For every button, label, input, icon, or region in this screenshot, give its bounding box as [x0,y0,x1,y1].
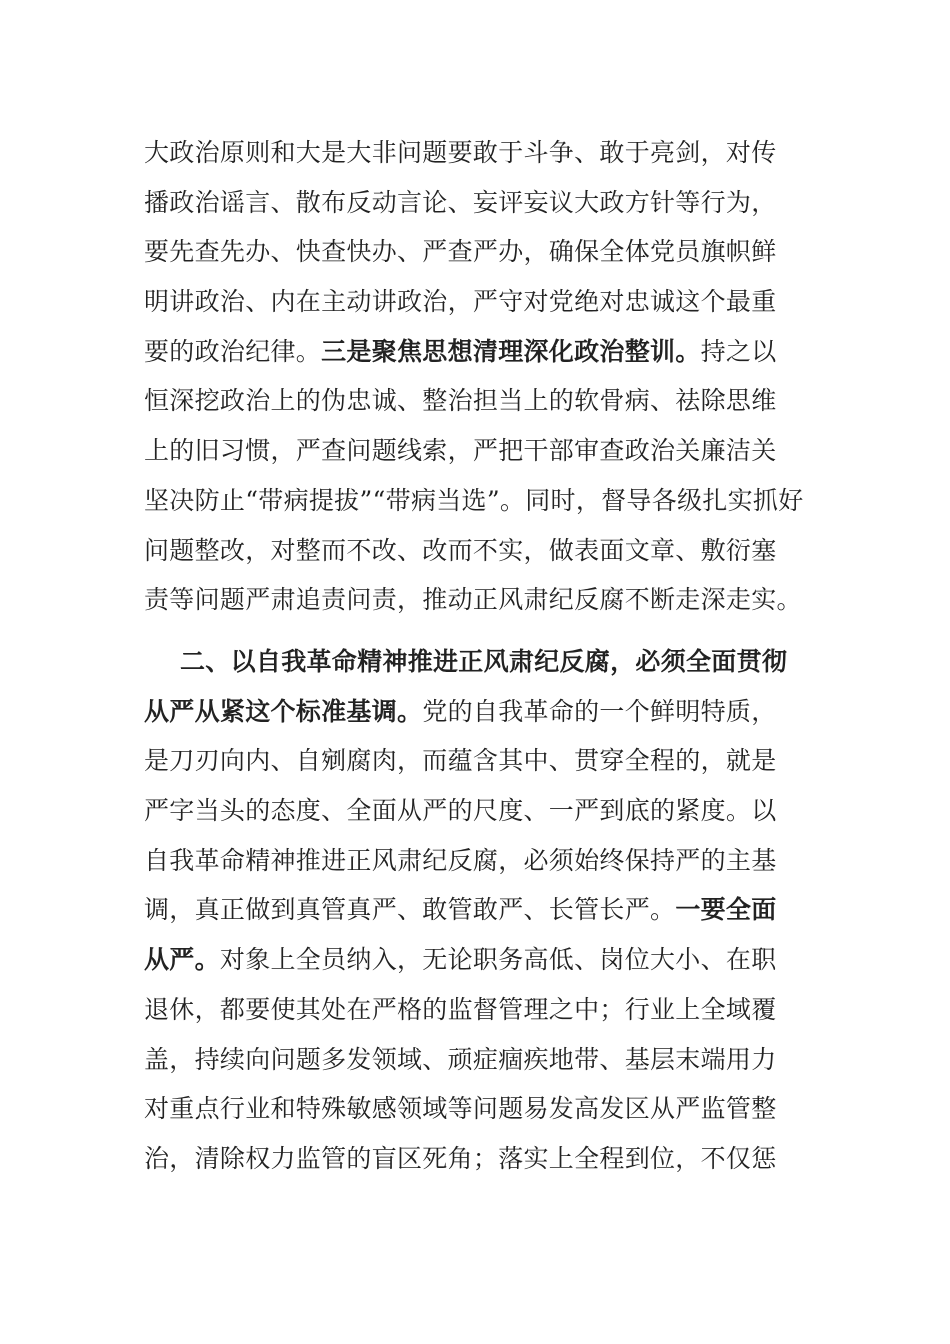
text-run: 问题整改，对整而不改、改而不实，做表面文章、敷衍塞 [144,535,777,565]
text-run: 调，真正做到真管真严、敢管敢严、长管长严。 [144,895,676,925]
text-line [144,885,809,935]
text-run: 要的政治纪律。 [144,336,322,366]
text-line [144,277,809,327]
paragraph-1 [144,128,809,625]
text-run: 对象上全员纳入，无论职务高低、岗位大小、在职 [219,945,777,975]
text-run: 盖，持续向问题多发领域、顽症痼疾地带、基层末端用力 [144,1044,777,1074]
text-line [144,1035,809,1085]
text-run: 退休，都要使其处在严格的监督管理之中；行业上全域覆 [144,994,777,1024]
text-line [144,128,809,178]
text-run: 是刀刃向内、自剜腐肉，而蕴含其中、贯穿全程的，就是 [144,746,777,776]
text-run: 对重点行业和特殊敏感领域等问题易发高发区从严监管整 [144,1094,777,1124]
bold-heading-run: 从严。 [144,945,220,975]
bold-heading-run: 一要全面 [675,895,777,925]
text-line [144,1134,809,1184]
bold-heading-run: 三是聚焦思想清理深化政治整训。 [321,336,701,366]
text-line [144,1084,809,1134]
text-run: 严字当头的态度、全面从严的尺度、一严到底的紧度。以 [144,796,777,826]
text-line [144,736,809,786]
text-line [144,178,809,228]
text-run: 要先查先办、快查快办、严查严办，确保全体党员旗帜鲜 [144,237,777,267]
paragraph-2 [144,637,809,1184]
text-line [144,687,809,737]
text-line [144,227,809,277]
text-line [144,786,809,836]
text-run: 播政治谣言、散布反动言论、妄评妄议大政方针等行为， [144,187,777,217]
text-line [144,526,809,576]
section-heading-run: 从严从紧这个标准基调。 [144,696,423,726]
text-run: 上的旧习惯，严查问题线索，严把干部审查政治关廉洁关 [144,436,777,466]
text-run: 坚决防止“带病提拔”“带病当选”。同时，督导各级扎实抓好 [144,485,804,515]
text-line [144,637,809,687]
text-line [144,935,809,985]
text-run: 自我革命精神推进正风肃纪反腐，必须始终保持严的主基 [144,845,777,875]
text-run: 恒深挖政治上的伪忠诚、整治担当上的软骨病、祛除思维 [144,386,777,416]
text-run: 治，清除权力监管的盲区死角；落实上全程到位，不仅惩 [144,1143,777,1173]
section-heading-run: 二、以自我革命精神推进正风肃纪反腐，必须全面贯彻 [180,647,788,676]
text-line [144,327,809,377]
text-line [144,426,809,476]
text-run: 责等问题严肃追责问责，推动正风肃纪反腐不断走深走实。 [144,585,802,615]
text-line [144,376,809,426]
text-line [144,476,809,526]
text-run: 党的自我革命的一个鲜明特质， [422,696,777,726]
text-line [144,985,809,1035]
text-line [144,575,809,625]
text-run: 大政治原则和大是大非问题要敢于斗争、敢于亮剑，对传 [144,138,777,167]
text-run: 持之以 [700,336,777,366]
text-run: 明讲政治、内在主动讲政治，严守对党绝对忠诚这个最重 [144,287,777,317]
text-line [144,836,809,886]
